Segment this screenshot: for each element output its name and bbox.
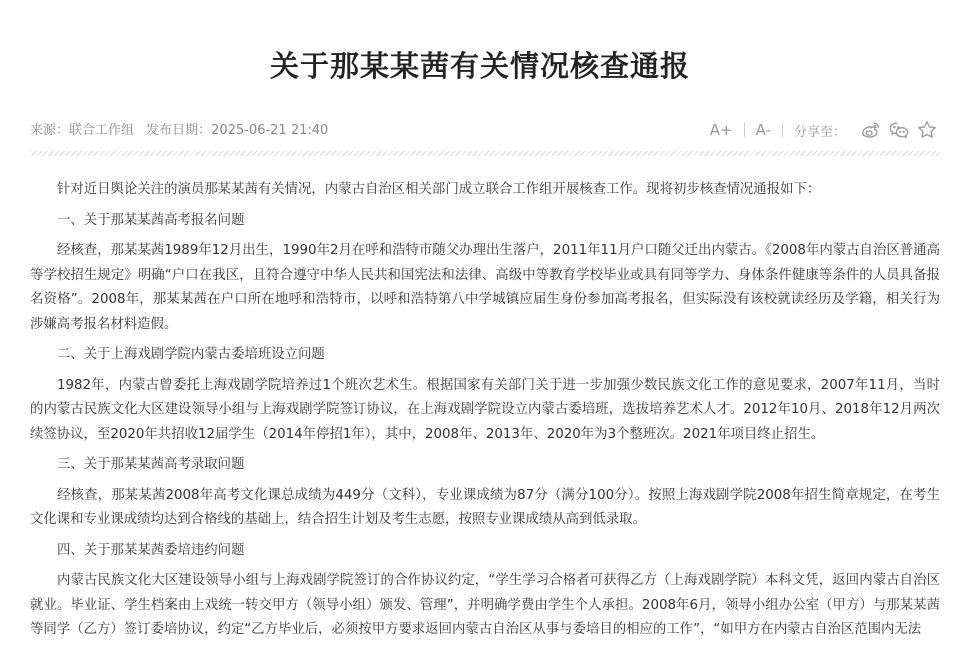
hatched-divider	[30, 151, 940, 156]
font-decrease-button[interactable]: A-	[755, 121, 771, 139]
toolbar-divider	[782, 123, 783, 137]
section-paragraph: 1982年，内蒙古曾委托上海戏剧学院培养过1个班次艺术生。根据国家有关部门关于进一步加强少数民族文化工作的意见要求，2007年11月，当时的内蒙古民族文化大区建设领导小组与上海戏剧学院签订协议，在上海戏剧学院设立内蒙古委培班，选拔培养艺术人才。2012年10月、2018年12月两次续签协议，至2020年共招收12届学生（2014年停招1年），其中，2008年、2013年、2020年为3个整班次。2021年项目终止招生。	[30, 377, 940, 442]
intro-paragraph: 针对近日舆论关注的演员那某某茜有关情况，内蒙古自治区相关部门成立联合工作组开展核查工作。现将初步核查情况通报如下：	[57, 182, 821, 197]
section-heading: 三、关于那某某茜高考录取问题	[57, 457, 245, 472]
section-heading: 一、关于那某某茜高考报名问题	[57, 212, 245, 228]
section-heading: 二、关于上海戏剧学院内蒙古委培班设立问题	[57, 347, 325, 362]
section-paragraph: 经核查，那某某茜2008年高考文化课总成绩为449分（文科），专业课成绩为87分（满分100分）。按照上海戏剧学院2008年招生简章规定，在考生文化课和专业课成绩均达到合格线的基础上，结合招生计划及考生志愿，按照专业课成绩从高到低录取。	[30, 487, 940, 527]
toolbar-divider	[744, 123, 745, 137]
weibo-icon[interactable]	[860, 119, 882, 141]
font-increase-button[interactable]: A+	[709, 121, 733, 139]
source-label: 来源：联合工作组	[30, 123, 135, 138]
share-label: 分享至：	[793, 124, 846, 140]
publish-date: 发布日期：2025-06-21 21:40	[146, 123, 329, 138]
wechat-icon[interactable]	[888, 119, 910, 141]
section-paragraph: 经核查，那某某茜1989年12月出生，1990年2月在呼和浩特市随父办理出生落户，2011年11月户口随父迁出内蒙古。《2008年内蒙古自治区普通高等学校招生规定》明确“户口在我区，且符合遵守中华人民共和国宪法和法律、高级中等教育学校毕业或具有同等学力、身体条件健康等条件的人员具备报名资格”。2008年，那某某茜在户口所在地呼和浩特市，以呼和浩特第八中学城镇应届生身份参加高考报名，但实际没有该校就读经历及学籍，相关行为涉嫌高考报名材料造假。	[30, 243, 940, 332]
star-icon[interactable]	[916, 119, 938, 141]
section-paragraph: 内蒙古民族文化大区建设领导小组与上海戏剧学院签订的合作协议约定，“学生学习合格者可获得乙方（上海戏剧学院）本科文凭，返回内蒙古自治区就业。毕业证、学生档案由上戏统一转交甲方（领导小组）颁发、管理”，并明确学费由学生个人承担。2008年6月，领导小组办公室（甲方）与那某某茜等同学（乙方）签订委培协议，约定“乙方毕业后，必须按甲方要求返回内蒙古自治区从事与委培目的相应的工作”，“如甲方在内蒙古自治区范围内无法	[30, 573, 940, 637]
article-meta	[30, 122, 328, 140]
section-heading: 四、关于那某某茜委培违约问题	[57, 542, 245, 558]
article-toolbar	[710, 118, 938, 142]
article-title: 关于那某某茜有关情况核查通报	[269, 49, 690, 83]
article-body	[30, 178, 940, 649]
